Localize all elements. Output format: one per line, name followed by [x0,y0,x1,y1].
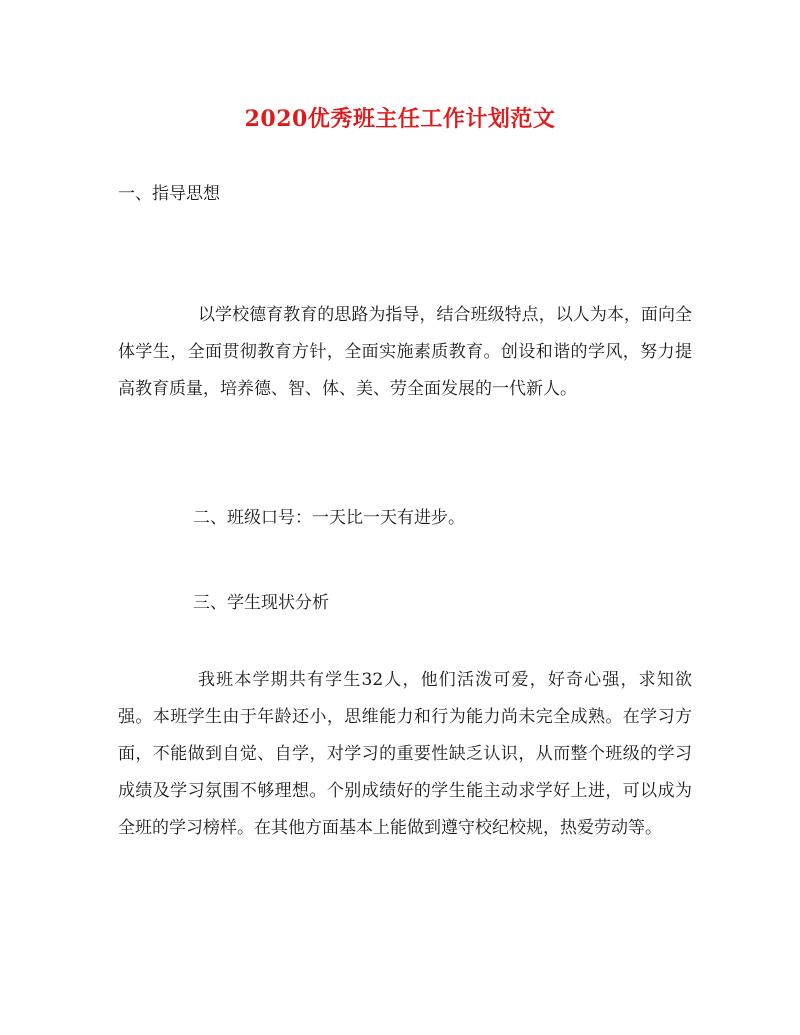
paragraph-student-analysis: 我班本学期共有学生32人，他们活泼可爱，好奇心强，求知欲强。本班学生由于年龄还小，思维能力和行为能力尚未完全成熟。在学习方面，不能做到自觉、自学，对学习的重要性缺乏认识，从而整个班级的学习成绩及学习氛围不够理想。个别成绩好的学生能主动求学好上进，可以成为全班的学习榜样。在其他方面基本上能做到遵守校纪校规，热爱劳动等。 [118,670,692,838]
section-heading-guiding-ideology: 一、指导思想 [118,184,220,204]
paragraph-guiding-ideology: 以学校德育教育的思路为指导，结合班级特点，以人为本，面向全体学生，全面贯彻教育方针，全面实施素质教育。创设和谐的学风，努力提高教育质量，培养德、智、体、美、劳全面发展的一代新人。 [118,305,692,399]
document-title: 2020优秀班主任工作计划范文 [244,106,556,132]
section-heading-class-slogan: 二、班级口号：一天比一天有进步。 [193,508,465,528]
section-heading-student-analysis: 三、学生现状分析 [193,593,329,613]
